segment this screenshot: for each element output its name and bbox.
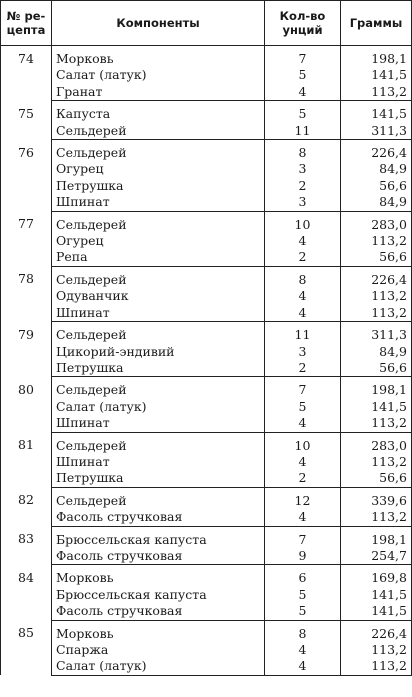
recipe-group [1, 211, 412, 266]
component-name: Цикорий-эндивий [52, 344, 265, 360]
table-row [1, 123, 412, 140]
table-row [1, 305, 412, 322]
table-row [1, 194, 412, 211]
table-header [1, 1, 412, 46]
table-row [1, 526, 412, 548]
recipe-group [1, 46, 412, 101]
weight-grams: 84,9 [341, 161, 412, 177]
table-row [1, 377, 412, 399]
weight-grams: 56,6 [341, 360, 412, 377]
recipe-number: 76 [1, 140, 52, 212]
weight-grams: 113,2 [341, 642, 412, 658]
quantity-ounces: 4 [265, 509, 341, 526]
quantity-ounces: 10 [265, 211, 341, 233]
table-row [1, 161, 412, 177]
component-name: Сельдерей [52, 432, 265, 454]
table-row [1, 360, 412, 377]
quantity-ounces: 8 [265, 140, 341, 162]
table-row [1, 399, 412, 415]
recipe-number: 81 [1, 432, 52, 487]
quantity-ounces: 5 [265, 101, 341, 123]
weight-grams: 84,9 [341, 194, 412, 211]
table-row [1, 470, 412, 487]
quantity-ounces: 5 [265, 603, 341, 620]
weight-grams: 226,4 [341, 140, 412, 162]
quantity-ounces: 11 [265, 123, 341, 140]
weight-grams: 198,1 [341, 526, 412, 548]
component-name: Огурец [52, 233, 265, 249]
component-name: Шпинат [52, 415, 265, 432]
weight-grams: 113,2 [341, 454, 412, 470]
recipe-number: 85 [1, 620, 52, 675]
component-name: Сельдерей [52, 123, 265, 140]
table-row [1, 322, 412, 344]
table-row [1, 266, 412, 288]
table-row [1, 233, 412, 249]
quantity-ounces: 4 [265, 658, 341, 675]
weight-grams: 113,2 [341, 288, 412, 304]
header-quantity-line1: Кол-во [279, 9, 326, 23]
component-name: Сельдерей [52, 377, 265, 399]
quantity-ounces: 3 [265, 161, 341, 177]
component-name: Морковь [52, 46, 265, 68]
component-name: Сельдерей [52, 322, 265, 344]
recipe-group [1, 526, 412, 565]
weight-grams: 113,2 [341, 509, 412, 526]
table-row [1, 211, 412, 233]
quantity-ounces: 4 [265, 233, 341, 249]
recipe-number: 77 [1, 211, 52, 266]
component-name: Шпинат [52, 194, 265, 211]
component-name: Сельдерей [52, 266, 265, 288]
recipe-group [1, 377, 412, 432]
component-name: Фасоль стручковая [52, 548, 265, 565]
header-grams: Граммы [341, 1, 412, 46]
weight-grams: 113,2 [341, 415, 412, 432]
table-row [1, 249, 412, 266]
weight-grams: 254,7 [341, 548, 412, 565]
weight-grams: 141,5 [341, 101, 412, 123]
component-name: Фасоль стручковая [52, 509, 265, 526]
quantity-ounces: 11 [265, 322, 341, 344]
weight-grams: 84,9 [341, 344, 412, 360]
header-recipe-number-line1: № ре- [6, 9, 46, 23]
component-name: Шпинат [52, 305, 265, 322]
component-name: Салат (латук) [52, 67, 265, 83]
table-row [1, 548, 412, 565]
table-row [1, 415, 412, 432]
component-name: Гранат [52, 84, 265, 101]
quantity-ounces: 6 [265, 565, 341, 587]
quantity-ounces: 2 [265, 360, 341, 377]
component-name: Салат (латук) [52, 658, 265, 675]
quantity-ounces: 10 [265, 432, 341, 454]
quantity-ounces: 5 [265, 67, 341, 83]
weight-grams: 113,2 [341, 305, 412, 322]
quantity-ounces: 2 [265, 249, 341, 266]
header-recipe-number-line2: цепта [6, 23, 46, 37]
table-row [1, 587, 412, 603]
weight-grams: 56,6 [341, 178, 412, 194]
quantity-ounces: 5 [265, 587, 341, 603]
component-name: Фасоль стручковая [52, 603, 265, 620]
header-quantity-line2: унций [282, 23, 323, 37]
weight-grams: 141,5 [341, 67, 412, 83]
recipe-number: 80 [1, 377, 52, 432]
quantity-ounces: 3 [265, 344, 341, 360]
table-row [1, 344, 412, 360]
table-row [1, 642, 412, 658]
weight-grams: 226,4 [341, 266, 412, 288]
quantity-ounces: 4 [265, 84, 341, 101]
weight-grams: 113,2 [341, 84, 412, 101]
recipe-number: 83 [1, 526, 52, 565]
quantity-ounces: 4 [265, 454, 341, 470]
quantity-ounces: 4 [265, 642, 341, 658]
quantity-ounces: 4 [265, 415, 341, 432]
recipe-number: 79 [1, 322, 52, 377]
recipe-number: 82 [1, 487, 52, 526]
quantity-ounces: 5 [265, 399, 341, 415]
component-name: Брюссельская капуста [52, 526, 265, 548]
table-row [1, 178, 412, 194]
component-name: Петрушка [52, 360, 265, 377]
weight-grams: 169,8 [341, 565, 412, 587]
quantity-ounces: 4 [265, 305, 341, 322]
weight-grams: 198,1 [341, 46, 412, 68]
quantity-ounces: 7 [265, 46, 341, 68]
weight-grams: 311,3 [341, 123, 412, 140]
component-name: Сельдерей [52, 211, 265, 233]
quantity-ounces: 8 [265, 620, 341, 642]
table-row [1, 487, 412, 509]
recipe-group [1, 266, 412, 321]
header-recipe-number [1, 1, 52, 46]
quantity-ounces: 3 [265, 194, 341, 211]
weight-grams: 113,2 [341, 658, 412, 675]
table-row [1, 432, 412, 454]
component-name: Сельдерей [52, 140, 265, 162]
weight-grams: 56,6 [341, 470, 412, 487]
weight-grams: 339,6 [341, 487, 412, 509]
recipe-group [1, 322, 412, 377]
recipe-group [1, 565, 412, 620]
table-row [1, 288, 412, 304]
quantity-ounces: 7 [265, 377, 341, 399]
table-row [1, 565, 412, 587]
recipe-group [1, 432, 412, 487]
component-name: Репа [52, 249, 265, 266]
weight-grams: 113,2 [341, 233, 412, 249]
component-name: Огурец [52, 161, 265, 177]
weight-grams: 141,5 [341, 603, 412, 620]
component-name: Одуванчик [52, 288, 265, 304]
recipe-group [1, 487, 412, 526]
component-name: Петрушка [52, 178, 265, 194]
quantity-ounces: 12 [265, 487, 341, 509]
recipe-number: 74 [1, 46, 52, 101]
quantity-ounces: 7 [265, 526, 341, 548]
recipe-group [1, 101, 412, 140]
component-name: Морковь [52, 620, 265, 642]
quantity-ounces: 2 [265, 470, 341, 487]
component-name: Капуста [52, 101, 265, 123]
table-row [1, 140, 412, 162]
table-row [1, 658, 412, 675]
component-name: Брюссельская капуста [52, 587, 265, 603]
weight-grams: 226,4 [341, 620, 412, 642]
component-name: Морковь [52, 565, 265, 587]
table-row [1, 603, 412, 620]
table-row [1, 454, 412, 470]
table-row [1, 509, 412, 526]
component-name: Шпинат [52, 454, 265, 470]
weight-grams: 283,0 [341, 211, 412, 233]
recipe-group [1, 620, 412, 675]
weight-grams: 56,6 [341, 249, 412, 266]
component-name: Салат (латук) [52, 399, 265, 415]
header-row [1, 1, 412, 46]
table-row [1, 67, 412, 83]
weight-grams: 141,5 [341, 399, 412, 415]
quantity-ounces: 9 [265, 548, 341, 565]
weight-grams: 283,0 [341, 432, 412, 454]
recipe-number: 75 [1, 101, 52, 140]
header-components: Компоненты [52, 1, 265, 46]
component-name: Петрушка [52, 470, 265, 487]
component-name: Спаржа [52, 642, 265, 658]
weight-grams: 141,5 [341, 587, 412, 603]
quantity-ounces: 4 [265, 288, 341, 304]
weight-grams: 198,1 [341, 377, 412, 399]
recipe-number: 78 [1, 266, 52, 321]
table-row [1, 620, 412, 642]
table-row [1, 84, 412, 101]
table-row [1, 101, 412, 123]
recipe-group [1, 140, 412, 212]
quantity-ounces: 2 [265, 178, 341, 194]
component-name: Сельдерей [52, 487, 265, 509]
weight-grams: 311,3 [341, 322, 412, 344]
table-row [1, 46, 412, 68]
header-quantity [265, 1, 341, 46]
recipe-number: 84 [1, 565, 52, 620]
quantity-ounces: 8 [265, 266, 341, 288]
